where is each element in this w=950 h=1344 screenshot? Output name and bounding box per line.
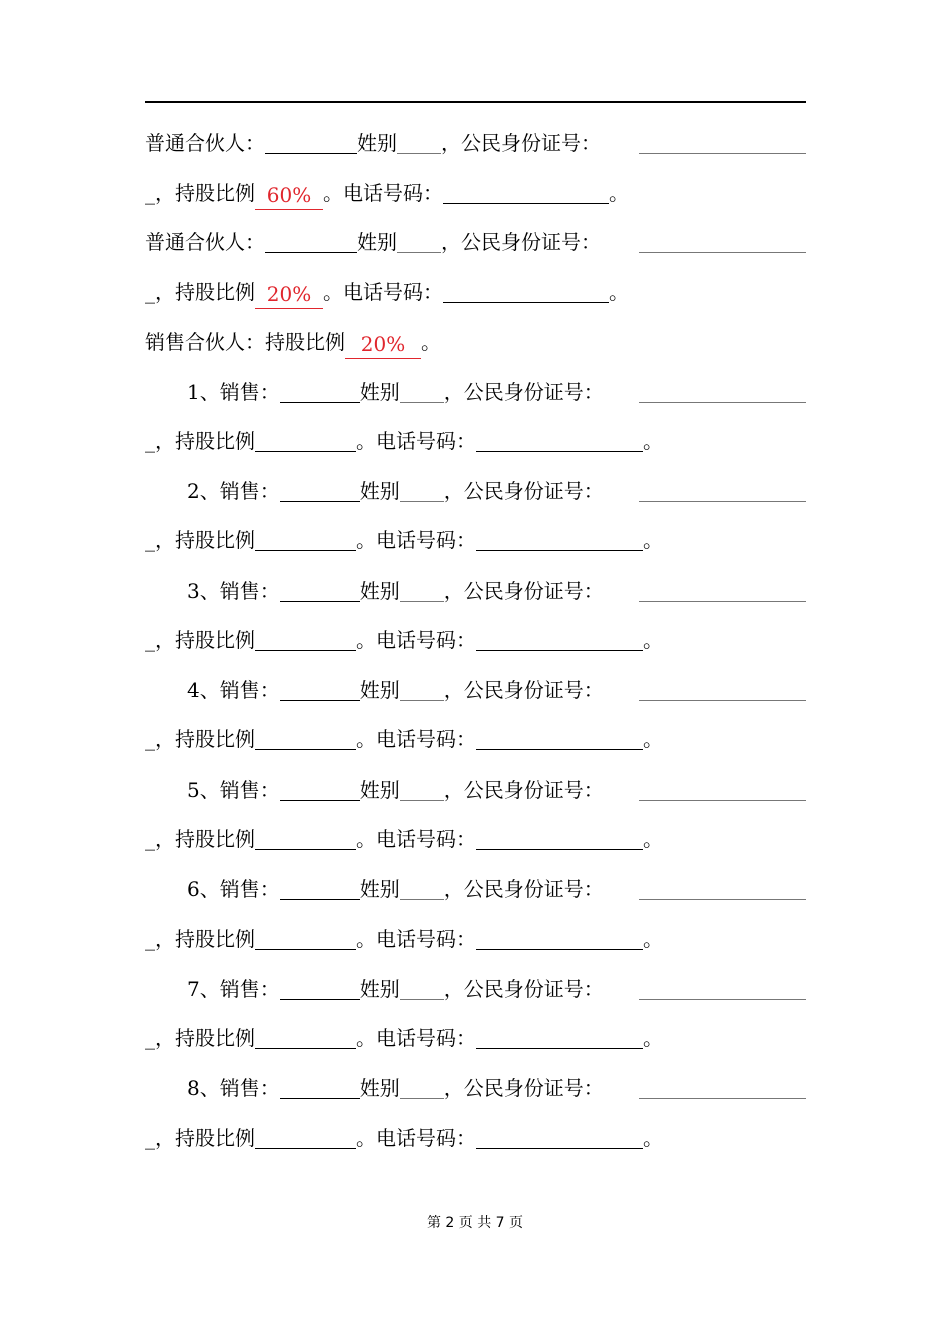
header-rule xyxy=(145,101,806,103)
gender-blank[interactable] xyxy=(400,780,444,801)
sales-4-line xyxy=(145,673,806,707)
share-ratio-blank[interactable] xyxy=(255,431,356,452)
sales-5-line xyxy=(145,773,806,807)
gender-label: 姓别 xyxy=(359,977,400,1001)
sales-number: 1、 xyxy=(187,380,220,404)
sales-3-line-2 xyxy=(145,623,806,657)
phone-label: 。电话号码： xyxy=(356,628,476,652)
sales-5-line-2 xyxy=(145,822,806,856)
id-number-label: ，公民身份证号： xyxy=(443,579,604,603)
name-blank[interactable] xyxy=(280,581,360,602)
sales-6-line-2 xyxy=(145,922,806,956)
continuation-mark: _， xyxy=(145,181,175,205)
share-ratio-label: 持股比例 xyxy=(175,528,255,552)
share-ratio-blank[interactable] xyxy=(255,929,356,950)
continuation-mark: _， xyxy=(145,528,175,552)
phone-blank[interactable] xyxy=(443,282,609,303)
share-ratio-blank[interactable] xyxy=(255,530,356,551)
phone-blank[interactable] xyxy=(476,1128,643,1149)
phone-blank[interactable] xyxy=(476,729,643,750)
phone-blank[interactable] xyxy=(443,183,609,204)
sales-6-line xyxy=(145,872,806,906)
phone-label: 。电话号码： xyxy=(356,528,476,552)
sales-8-line xyxy=(145,1071,806,1105)
phone-blank[interactable] xyxy=(476,1028,643,1049)
gender-blank[interactable] xyxy=(400,581,444,602)
share-ratio-blank[interactable] xyxy=(255,1128,356,1149)
phone-label: 。电话号码： xyxy=(356,727,476,751)
end-mark: 。 xyxy=(643,528,663,552)
phone-blank[interactable] xyxy=(476,630,643,651)
name-blank[interactable] xyxy=(280,1078,360,1099)
gender-blank[interactable] xyxy=(400,1078,444,1099)
phone-blank[interactable] xyxy=(476,929,643,950)
id-number-blank[interactable] xyxy=(639,780,806,801)
share-ratio-blank[interactable] xyxy=(255,630,356,651)
sales-number: 8、 xyxy=(187,1076,220,1100)
gender-blank[interactable] xyxy=(400,382,444,403)
share-ratio-label: 持股比例 xyxy=(175,1126,255,1150)
general-partner-1-line xyxy=(145,126,806,160)
general-partner-2-line-2 xyxy=(145,275,806,309)
gender-blank[interactable] xyxy=(400,481,444,502)
name-blank[interactable] xyxy=(280,680,360,701)
sales-1-line xyxy=(145,375,806,409)
sales-partner-share-value[interactable]: 20% xyxy=(345,330,421,359)
name-blank[interactable] xyxy=(280,979,360,1000)
end-mark: 。 xyxy=(609,181,629,205)
sales-number: 5、 xyxy=(187,778,220,802)
sales-3-line xyxy=(145,574,806,608)
sales-number: 4、 xyxy=(187,678,220,702)
sales-2-line-2 xyxy=(145,523,806,557)
gender-label: 姓别 xyxy=(359,778,400,802)
end-mark: 。 xyxy=(421,330,441,354)
share-ratio-label: 持股比例 xyxy=(175,1026,255,1050)
gender-label: 姓别 xyxy=(359,479,400,503)
share-ratio-value[interactable]: 60% xyxy=(255,181,323,210)
end-mark: 。 xyxy=(643,429,663,453)
phone-label: 。电话号码： xyxy=(356,1126,476,1150)
gender-label: 姓别 xyxy=(359,579,400,603)
phone-blank[interactable] xyxy=(476,530,643,551)
sales-label: 销售： xyxy=(219,1076,280,1100)
share-ratio-blank[interactable] xyxy=(255,729,356,750)
general-partner-label: 普通合伙人： xyxy=(145,230,265,254)
id-number-label: ，公民身份证号： xyxy=(441,131,601,155)
gender-label: 姓别 xyxy=(357,230,397,254)
sales-4-line-2 xyxy=(145,722,806,756)
gender-blank[interactable] xyxy=(400,979,444,1000)
sales-number: 2、 xyxy=(187,479,220,503)
sales-label: 销售： xyxy=(219,380,280,404)
gender-blank[interactable] xyxy=(400,680,444,701)
id-number-label: ，公民身份证号： xyxy=(441,230,601,254)
id-number-blank[interactable] xyxy=(639,581,806,602)
sales-number: 6、 xyxy=(187,877,220,901)
gender-label: 姓别 xyxy=(359,1076,400,1100)
continuation-mark: _， xyxy=(145,727,175,751)
share-ratio-label: 持股比例 xyxy=(175,727,255,751)
general-partner-2-line xyxy=(145,225,806,259)
phone-label: 。电话号码： xyxy=(323,181,443,205)
id-number-blank[interactable] xyxy=(639,382,806,403)
sales-label: 销售： xyxy=(219,778,280,802)
id-number-blank[interactable] xyxy=(639,133,806,154)
sales-number: 7、 xyxy=(187,977,220,1001)
id-number-label: ，公民身份证号： xyxy=(443,1076,604,1100)
sales-partner-line xyxy=(145,325,806,359)
continuation-mark: _， xyxy=(145,628,175,652)
share-ratio-blank[interactable] xyxy=(255,829,356,850)
page-footer: 第 2 页 共 7 页 xyxy=(426,1215,524,1231)
id-number-label: ，公民身份证号： xyxy=(443,380,604,404)
end-mark: 。 xyxy=(643,827,663,851)
sales-7-line-2 xyxy=(145,1021,806,1055)
end-mark: 。 xyxy=(643,1026,663,1050)
sales-1-line-2 xyxy=(145,424,806,458)
gender-label: 姓别 xyxy=(359,380,400,404)
end-mark: 。 xyxy=(643,628,663,652)
sales-label: 销售： xyxy=(219,579,280,603)
phone-label: 。电话号码： xyxy=(356,429,476,453)
phone-blank[interactable] xyxy=(476,431,643,452)
phone-label: 。电话号码： xyxy=(356,827,476,851)
share-ratio-value[interactable]: 20% xyxy=(255,280,323,309)
sales-2-line xyxy=(145,474,806,508)
phone-label: 。电话号码： xyxy=(356,1026,476,1050)
end-mark: 。 xyxy=(643,1126,663,1150)
phone-label: 。电话号码： xyxy=(356,927,476,951)
sales-number: 3、 xyxy=(187,579,220,603)
phone-label: 。电话号码： xyxy=(323,280,443,304)
name-blank[interactable] xyxy=(280,879,360,900)
gender-blank[interactable] xyxy=(397,232,441,253)
general-partner-1-line-2 xyxy=(145,176,806,210)
gender-label: 姓别 xyxy=(357,131,397,155)
share-ratio-label: 持股比例 xyxy=(175,181,255,205)
share-ratio-label: 持股比例 xyxy=(175,429,255,453)
id-number-blank[interactable] xyxy=(639,879,806,900)
id-number-label: ，公民身份证号： xyxy=(443,977,604,1001)
id-number-label: ，公民身份证号： xyxy=(443,778,604,802)
general-partner-label: 普通合伙人： xyxy=(145,131,265,155)
end-mark: 。 xyxy=(643,727,663,751)
sales-label: 销售： xyxy=(219,479,280,503)
name-blank[interactable] xyxy=(265,232,357,253)
id-number-blank[interactable] xyxy=(639,1078,806,1099)
id-number-label: ，公民身份证号： xyxy=(443,678,604,702)
gender-label: 姓别 xyxy=(359,877,400,901)
continuation-mark: _， xyxy=(145,429,175,453)
end-mark: 。 xyxy=(609,280,629,304)
share-ratio-label: 持股比例 xyxy=(175,827,255,851)
gender-blank[interactable] xyxy=(397,133,441,154)
id-number-blank[interactable] xyxy=(639,680,806,701)
id-number-label: ，公民身份证号： xyxy=(443,479,604,503)
sales-partner-label: 销售合伙人： xyxy=(145,330,265,354)
continuation-mark: _， xyxy=(145,1026,175,1050)
id-number-label: ，公民身份证号： xyxy=(443,877,604,901)
continuation-mark: _， xyxy=(145,1126,175,1150)
share-ratio-label: 持股比例 xyxy=(175,927,255,951)
continuation-mark: _， xyxy=(145,280,175,304)
id-number-blank[interactable] xyxy=(639,481,806,502)
continuation-mark: _， xyxy=(145,827,175,851)
share-ratio-blank[interactable] xyxy=(255,1028,356,1049)
share-ratio-label: 持股比例 xyxy=(265,330,345,354)
sales-7-line xyxy=(145,972,806,1006)
sales-label: 销售： xyxy=(219,877,280,901)
share-ratio-label: 持股比例 xyxy=(175,280,255,304)
share-ratio-label: 持股比例 xyxy=(175,628,255,652)
sales-label: 销售： xyxy=(219,678,280,702)
name-blank[interactable] xyxy=(280,382,360,403)
id-number-blank[interactable] xyxy=(639,979,806,1000)
gender-blank[interactable] xyxy=(400,879,444,900)
name-blank[interactable] xyxy=(265,133,357,154)
name-blank[interactable] xyxy=(280,780,360,801)
continuation-mark: _， xyxy=(145,927,175,951)
name-blank[interactable] xyxy=(280,481,360,502)
end-mark: 。 xyxy=(643,927,663,951)
phone-blank[interactable] xyxy=(476,829,643,850)
id-number-blank[interactable] xyxy=(639,232,806,253)
sales-8-line-2 xyxy=(145,1121,806,1155)
gender-label: 姓别 xyxy=(359,678,400,702)
sales-label: 销售： xyxy=(219,977,280,1001)
